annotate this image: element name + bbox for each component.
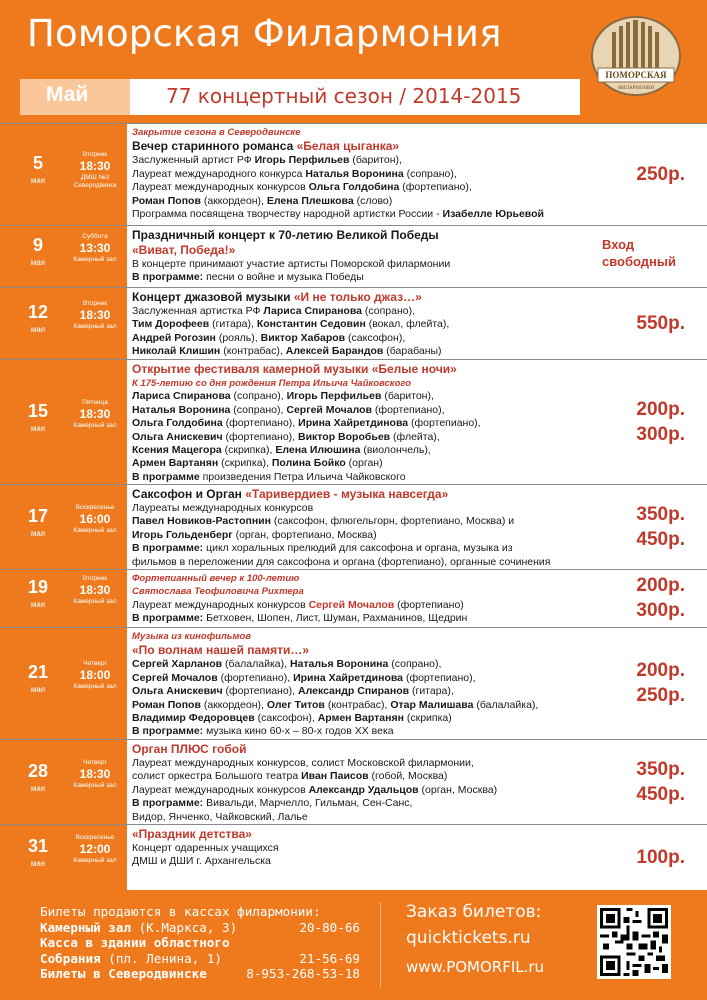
event-line: Ольга Анискевич (фортепиано), Александр Спиранов (гитара), xyxy=(132,685,454,698)
event-line: Лариса Спиранова (сопрано), Игорь Перфильев (баритон), xyxy=(132,390,434,403)
event-month: мая xyxy=(30,600,46,609)
event-line: Лауреат международных конкурсов, солист Московской филармонии, xyxy=(132,757,474,769)
order-label: Заказ билетов: xyxy=(406,902,542,922)
event-row xyxy=(0,287,707,359)
event-description xyxy=(132,487,602,569)
ticket-office-severodvinsk: Билеты в Северодвинске 8-953-268-53-18 xyxy=(40,966,360,981)
event-row xyxy=(0,225,707,287)
event-line: Фортепианный вечер к 100-летию xyxy=(132,573,300,584)
event-description xyxy=(132,572,602,626)
event-line: В программе: песни о войне и музыка Победы xyxy=(132,271,364,284)
event-day: 17 xyxy=(27,505,49,526)
ticket-office-sobranie: Собрания (пл. Ленина, 1) 21-56-69 xyxy=(40,950,360,966)
event-weekday: Вторник xyxy=(82,151,108,158)
event-price: 450р. xyxy=(636,783,685,805)
event-line: Роман Попов (аккордеон), Елена Плешкова (слово) xyxy=(132,194,393,207)
svg-text:ФИЛАРМОНИЯ: ФИЛАРМОНИЯ xyxy=(618,86,654,91)
event-time: 16:00 xyxy=(79,511,111,526)
event-time: 13:30 xyxy=(79,241,111,255)
event-day: 31 xyxy=(27,836,49,856)
event-line: Лауреат международного конкурса Наталья Воронина (сопрано), xyxy=(132,167,457,180)
event-line: Лауреат международных конкурсов Сергей Мочалов (фортепиано) xyxy=(132,598,464,611)
event-line: «Виват, Победа!» xyxy=(132,243,236,257)
event-weekday: Вторник xyxy=(82,575,108,582)
event-date xyxy=(0,360,127,484)
event-weekday: Воскресенье xyxy=(75,503,115,511)
event-price: 100р. xyxy=(636,847,685,868)
event-line: Игорь Гольденберг (орган, фортепиано, Москва) xyxy=(132,528,377,541)
event-row xyxy=(0,739,707,824)
online-order xyxy=(406,902,544,976)
event-month: мая xyxy=(30,783,46,793)
event-line: «По волнам нашей памяти…» xyxy=(132,643,310,658)
ticket-info xyxy=(40,904,360,982)
event-date xyxy=(0,740,127,824)
event-row xyxy=(0,824,707,890)
event-row xyxy=(0,484,707,569)
event-line: Вечер старинного романса «Белая цыганка» xyxy=(132,139,400,154)
event-month: мая xyxy=(30,176,46,185)
event-price: 350р. xyxy=(636,758,685,780)
page-title: Поморская Филармония xyxy=(27,12,502,55)
event-day: 21 xyxy=(27,662,49,682)
event-line: Павел Новиков-Растопнин (саксофон, флюгельгорн, фортепиано, Москва) и xyxy=(132,515,515,528)
event-row xyxy=(0,569,707,627)
event-line: В программе: Вивальди, Марчелло, Гильман, Сен-Санс, xyxy=(132,797,413,810)
event-line: Лауреаты международных конкурсов xyxy=(132,502,314,514)
event-line: Закрытие сезона в Северодвинске xyxy=(132,127,301,138)
event-line: В концерте принимают участие артисты Поморской филармонии xyxy=(132,258,451,270)
event-line: Ольга Голдобина (фортепиано), Ирина Хайретдинова (фортепиано), xyxy=(132,417,481,430)
event-line: Лауреат международных конкурсов Ольга Голдобина (фортепиано), xyxy=(132,181,472,194)
event-date xyxy=(0,570,127,627)
event-description xyxy=(132,630,602,739)
pomorfil-link[interactable]: www.POMORFIL.ru xyxy=(406,958,545,976)
event-description xyxy=(132,742,602,824)
event-price: 200р. xyxy=(636,660,685,681)
event-time: 18:30 xyxy=(79,308,111,322)
event-date xyxy=(0,485,127,569)
event-line: Наталья Воронина (сопрано), Сергей Мочалов (фортепиано), xyxy=(132,403,445,416)
event-line: Концерт джазовой музыки «И не только джаз…» xyxy=(132,290,422,304)
event-weekday: Четверг xyxy=(83,758,107,766)
event-line: Музыка из кинофильмов xyxy=(132,631,252,642)
event-date xyxy=(0,124,127,225)
event-weekday: Воскресенье xyxy=(75,834,115,841)
header xyxy=(0,0,707,123)
qr-code-icon xyxy=(597,905,671,979)
event-venue: ДМШ №3 Северодвинск xyxy=(73,174,117,189)
event-month: мая xyxy=(30,685,46,694)
event-date xyxy=(0,825,127,890)
event-time: 18:30 xyxy=(79,583,111,597)
event-price: 250р. xyxy=(636,685,685,706)
event-description xyxy=(132,362,602,484)
event-venue: Камерный зал xyxy=(73,256,117,263)
event-line: Заслуженная артистка РФ Лариса Спиранова (сопрано), xyxy=(132,305,416,317)
event-price: 450р. xyxy=(636,528,685,550)
event-weekday: Суббота xyxy=(82,233,108,240)
event-line: Лауреат международных конкурсов Александр Удальцов (орган, Москва) xyxy=(132,783,498,796)
event-line: солист оркестра Большого театра Иван Паисов (гобой, Москва) xyxy=(132,770,448,783)
event-venue: Камерный зал xyxy=(73,598,117,605)
event-row xyxy=(0,123,707,225)
event-line: Сергей Мочалов (фортепиано), Ирина Хайретдинова (фортепиано), xyxy=(132,671,476,684)
event-line: Ольга Анискевич (фортепиано), Виктор Воробьев (флейта), xyxy=(132,430,440,443)
event-date xyxy=(0,288,127,359)
event-description xyxy=(132,827,602,869)
quicktickets-link[interactable]: quicktickets.ru xyxy=(406,928,531,948)
event-weekday: Четверг xyxy=(83,660,107,667)
event-line: Открытие фестиваля камерной музыки «Белые ночи» xyxy=(132,362,457,376)
event-day: 15 xyxy=(27,400,49,421)
event-venue: Камерный зал xyxy=(73,421,117,429)
event-line: Ксения Мацегора (скрипка), Елена Илюшина (виолончель), xyxy=(132,444,431,457)
event-description xyxy=(132,126,602,221)
event-month: мая xyxy=(30,528,46,538)
event-time: 18:00 xyxy=(79,668,111,682)
event-line: Роман Попов (аккордеон), Олег Титов (контрабас), Отар Малишава (балалайка), xyxy=(132,698,539,711)
event-line: Саксофон и Орган «Таривердиев - музыка навсегда» xyxy=(132,487,449,501)
event-line: Андрей Рогозин (рояль), Виктор Хабаров (саксофон), xyxy=(132,331,406,344)
event-line: Орган ПЛЮС гобой xyxy=(132,742,247,756)
event-line: Праздничный концерт к 70-летию Великой Победы xyxy=(132,228,439,242)
event-line: Николай Клишин (контрабас), Алексей Барандов (барабаны) xyxy=(132,345,442,358)
event-venue: Камерный зал xyxy=(73,781,117,789)
event-day: 5 xyxy=(32,153,43,173)
event-price: 300р. xyxy=(636,600,685,621)
month-label: Май xyxy=(20,79,130,115)
ticket-office-kassa: Касса в здании областного xyxy=(40,935,230,950)
event-month: мая xyxy=(30,258,46,267)
event-venue: Камерный зал xyxy=(73,323,117,330)
event-venue: Камерный зал xyxy=(73,683,117,690)
event-price: 200р. xyxy=(636,398,685,420)
event-row xyxy=(0,627,707,739)
event-month: мая xyxy=(30,423,46,433)
event-price: 550р. xyxy=(636,313,685,334)
event-line: ДМШ и ДШИ г. Архангельска xyxy=(132,855,271,868)
event-row xyxy=(0,359,707,484)
event-line: К 175-летию со дня рождения Петра Ильича Чайковского xyxy=(132,378,412,389)
event-line: фильмов в переложении для саксофона и органа (фортепиано), органные сочинения xyxy=(132,555,551,568)
event-price: 300р. xyxy=(636,423,685,445)
event-line: Владимир Федоровцев (саксофон), Армен Вартанян (скрипка) xyxy=(132,712,452,725)
free-entry-label: Вход свободный xyxy=(602,237,676,269)
ticket-office-hall: Камерный зал (К.Маркса, 3) 20-80-66 xyxy=(40,919,360,935)
event-time: 18:30 xyxy=(79,159,111,173)
event-line: В программе: Бетховен, Шопен, Лист, Шуман, Рахманинов, Щедрин xyxy=(132,612,468,625)
event-price: 250р. xyxy=(636,164,685,185)
event-price: 350р. xyxy=(636,503,685,525)
footer xyxy=(0,890,707,1000)
svg-text:ПОМОРСКАЯ: ПОМОРСКАЯ xyxy=(605,70,667,80)
event-description xyxy=(132,228,602,285)
event-line: Видор, Янченко, Чайковский, Лалье xyxy=(132,810,308,823)
season-label: 77 концертный сезон / 2014-2015 xyxy=(130,79,580,115)
event-line: В программе: музыка кино 60-х – 80-х годов XX века xyxy=(132,725,394,738)
event-date xyxy=(0,226,127,287)
event-line: «Праздник детства» xyxy=(132,827,252,841)
event-month: мая xyxy=(30,859,46,868)
event-line: В программе: цикл хоральных прелюдий для саксофона и органа, музыка из xyxy=(132,542,513,555)
event-line: Заслуженный артист РФ Игорь Перфильев (баритон), xyxy=(132,154,402,167)
event-line: Армен Вартанян (скрипка), Полина Бойко (орган) xyxy=(132,457,383,470)
event-line: Тим Дорофеев (гитара), Константин Седовин (вокал, флейта), xyxy=(132,318,450,331)
event-day: 28 xyxy=(27,760,49,781)
event-month: мая xyxy=(30,325,46,334)
philharmonic-logo-icon xyxy=(590,14,682,96)
event-day: 19 xyxy=(27,577,49,597)
event-line: Святослава Теофиловича Рихтера xyxy=(132,586,304,598)
event-time: 18:30 xyxy=(79,766,111,781)
event-line: В программе произведения Петра Ильича Чайковского xyxy=(132,470,406,483)
event-description xyxy=(132,290,602,359)
event-weekday: Вторник xyxy=(82,300,108,307)
event-time: 18:30 xyxy=(79,406,111,421)
event-price: 200р. xyxy=(636,575,685,596)
event-day: 12 xyxy=(27,302,49,322)
event-day: 9 xyxy=(32,235,43,255)
event-line: Программа посвящена творчеству народной артистки России - Изабелле Юрьевой xyxy=(132,208,544,221)
event-weekday: Пятница xyxy=(82,398,108,406)
event-time: 12:00 xyxy=(79,842,111,856)
event-line: Концерт одаренных учащихся xyxy=(132,842,279,854)
footer-divider xyxy=(380,902,381,988)
event-venue: Камерный зал xyxy=(73,526,117,534)
ticket-info-heading: Билеты продаются в кассах филармонии: xyxy=(40,904,321,919)
event-venue: Камерный зал xyxy=(73,857,117,864)
event-line: Сергей Харланов (балалайка), Наталья Воронина (сопрано), xyxy=(132,658,442,671)
event-date xyxy=(0,628,127,739)
